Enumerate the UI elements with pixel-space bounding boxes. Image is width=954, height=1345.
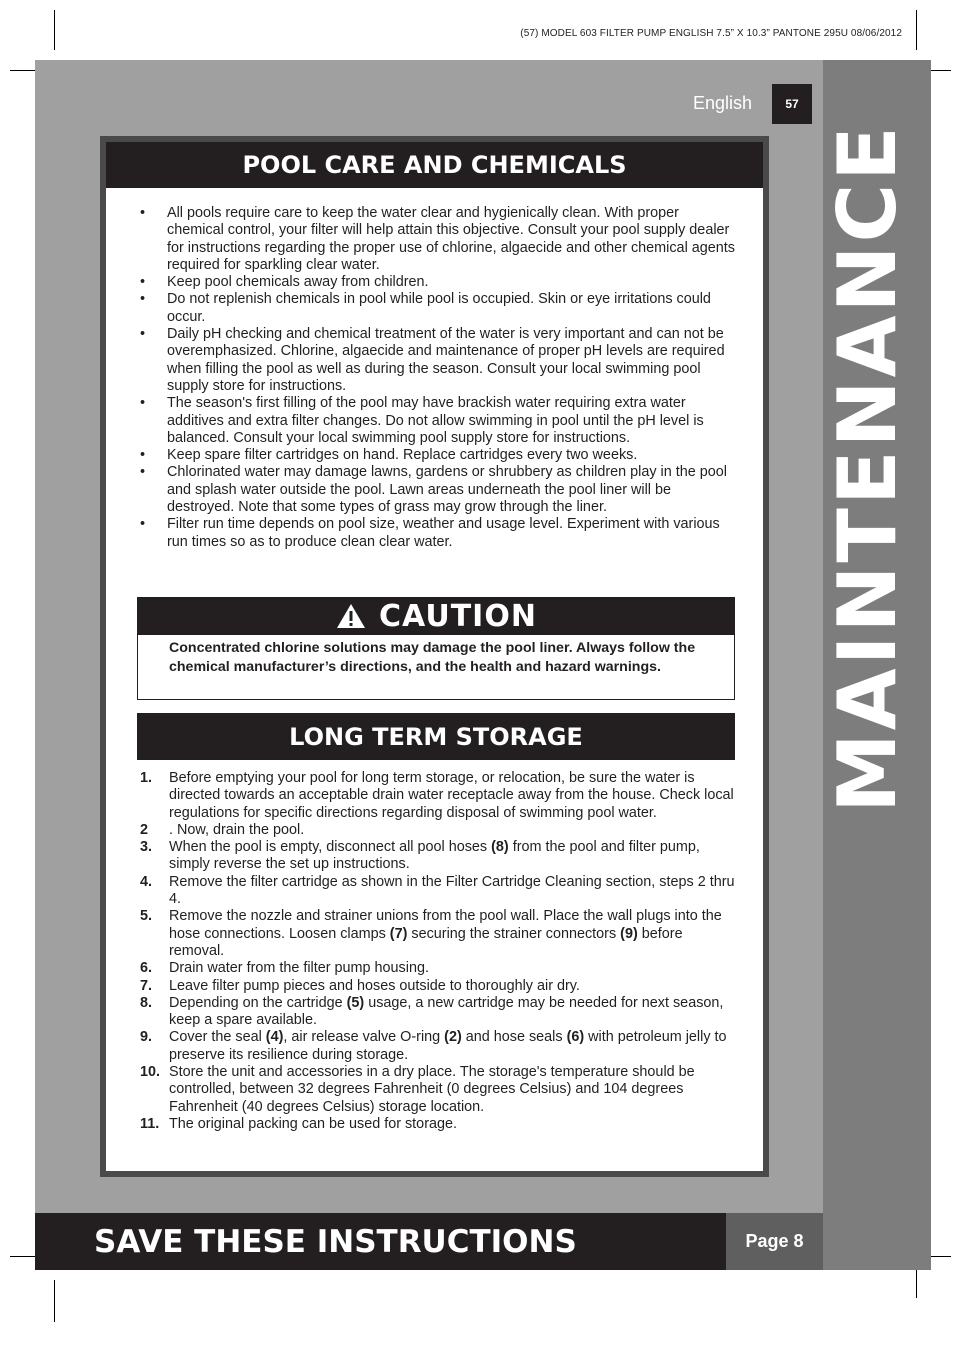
step-number: 9.: [140, 1029, 153, 1046]
step-text: Store the unit and accessories in a dry place. The storage's temperature should be controlled, between 32 degrees Fahrenheit (0 degrees Celsius) and 104 degrees Fahrenheit (40 degrees Celsius) storage location.: [169, 1064, 695, 1115]
step-text: before removal.: [169, 925, 683, 959]
step-text: When the pool is empty, disconnect all pool hoses: [169, 839, 492, 856]
storage-step: [140, 839, 740, 874]
storage-step: [140, 908, 740, 960]
step-number: 7.: [140, 977, 153, 994]
step-number: 1.: [140, 770, 153, 786]
step-text: Cover the seal: [169, 1029, 266, 1046]
step-text: Depending on the cartridge: [169, 994, 347, 1011]
step-text: Drain water from the filter pump housing.: [169, 960, 429, 977]
step-text: Remove the nozzle and strainer unions from the pool wall. Place the wall plugs into the hose connections. Loosen clamps: [169, 908, 722, 942]
storage-step: [140, 960, 740, 977]
crop-mark: [10, 70, 35, 71]
storage-step: [140, 874, 740, 909]
crop-mark: [54, 1280, 55, 1322]
crop-mark: [54, 10, 55, 50]
step-text: and hose seals: [461, 1029, 567, 1046]
footer-page-label: Page 8: [726, 1213, 823, 1270]
footer-title: SAVE THESE INSTRUCTIONS: [94, 1223, 577, 1260]
part-reference: (8): [491, 839, 509, 856]
pool-care-item: • Do not replenish chemicals in pool while pool is occupied. Skin or eye irritations could occur.: [140, 291, 736, 326]
pool-care-item: • Keep spare filter cartridges on hand. Replace cartridges every two weeks.: [140, 447, 736, 464]
step-text: with petroleum jelly to preserve its resilience during storage.: [169, 1029, 727, 1063]
page-number-badge: 57: [772, 84, 812, 124]
storage-step: [140, 978, 740, 995]
storage-step: [140, 1029, 740, 1064]
storage-step: [140, 770, 740, 822]
side-title: MAINTENANCE: [821, 123, 914, 813]
pool-care-item: • The season's first filling of the pool may have brackish water requiring extra water additives and extra filter changes. Do not allow swimming in pool until the pH level is balanced. Consult your local swimming pool supply store for instructions.: [140, 395, 736, 447]
part-reference: (5): [346, 994, 365, 1011]
part-reference: (6): [566, 1029, 585, 1046]
step-number: 11.: [140, 1115, 160, 1132]
warning-icon: [335, 602, 367, 630]
crop-mark: [916, 10, 917, 50]
step-text: from the pool and filter pump, simply reverse the set up instructions.: [169, 839, 700, 873]
crop-mark: [931, 1256, 951, 1257]
caution-text: Concentrated chlorine solutions may damage the pool liner. Always follow the chemical manufacturer’s directions, and the health and hazard warnings.: [169, 640, 696, 675]
step-text: Before emptying your pool for long term storage, or relocation, be sure the water is directed towards an acceptable drain water receptacle away from the house. Check local regulations for specific directions regarding disposal of swimming pool water.: [169, 770, 734, 821]
step-text: , air release valve O-ring: [283, 1029, 445, 1046]
storage-steps-list: [140, 770, 740, 1133]
step-number: 10.: [140, 1064, 161, 1081]
step-text: The original packing can be used for storage.: [169, 1115, 457, 1132]
storage-step: [140, 995, 740, 1030]
pool-care-item: • Daily pH checking and chemical treatment of the water is very important and can not be overemphasized. Chlorine, algaecide and maintenance of proper pH levels are required when filling the pool as well as during the season. Consult your local swimming pool supply store for instructions.: [140, 326, 736, 395]
pool-care-item: • Keep pool chemicals away from children.: [140, 274, 736, 291]
step-number: 5.: [140, 908, 153, 925]
step-number: 4.: [140, 873, 153, 890]
part-reference: (4): [265, 1029, 284, 1046]
step-number: 3.: [140, 839, 153, 856]
storage-step: [140, 1064, 740, 1116]
step-number: 2: [140, 821, 149, 838]
crop-mark: [10, 1256, 35, 1257]
part-reference: (7): [389, 925, 408, 942]
storage-step: [140, 822, 740, 839]
pool-care-header: [106, 142, 763, 188]
step-text: usage, a new cartridge may be needed for next season, keep a spare available.: [169, 994, 724, 1029]
crop-mark: [916, 1270, 917, 1298]
pool-care-item: • All pools require care to keep the water clear and hygienically clean. With proper chemical control, your filter will help attain this objective. Consult your pool supply dealer for instructions regarding the proper use of chlorine, algaecide and other chemical agents required for sparkling clear water.: [140, 205, 736, 274]
pool-care-title: POOL CARE AND CHEMICALS: [242, 151, 627, 179]
storage-title: LONG TERM STORAGE: [289, 722, 583, 751]
step-text: . Now, drain the pool.: [169, 821, 305, 838]
step-text: Leave filter pump pieces and hoses outside to thoroughly air dry.: [169, 977, 580, 994]
storage-header: [137, 713, 735, 760]
step-number: 6.: [140, 960, 153, 977]
caution-header: [137, 597, 735, 635]
pool-care-item: • Filter run time depends on pool size, weather and usage level. Experiment with various run times so as to produce clean clear water.: [140, 516, 736, 551]
step-text: securing the strainer connectors: [407, 925, 621, 942]
caution-title: CAUTION: [379, 598, 537, 634]
language-label: English: [692, 93, 752, 113]
part-reference: (9): [620, 925, 638, 942]
part-reference: (2): [444, 1029, 462, 1046]
pool-care-list: [140, 205, 736, 551]
print-info: (57) MODEL 603 FILTER PUMP ENGLISH 7.5” X 10.3” PANTONE 295U 08/06/2012: [520, 28, 902, 39]
step-text: Remove the filter cartridge as shown in the Filter Cartridge Cleaning section, steps 2 thru 4.: [169, 873, 735, 908]
step-number: 8.: [140, 994, 153, 1011]
pool-care-item: • Chlorinated water may damage lawns, gardens or shrubbery as children play in the pool and splash water outside the pool. Lawn areas underneath the pool liner will be destroyed. Note that some types of grass may grow through the liner.: [140, 464, 736, 516]
storage-step: [140, 1116, 740, 1133]
crop-mark: [931, 70, 951, 71]
